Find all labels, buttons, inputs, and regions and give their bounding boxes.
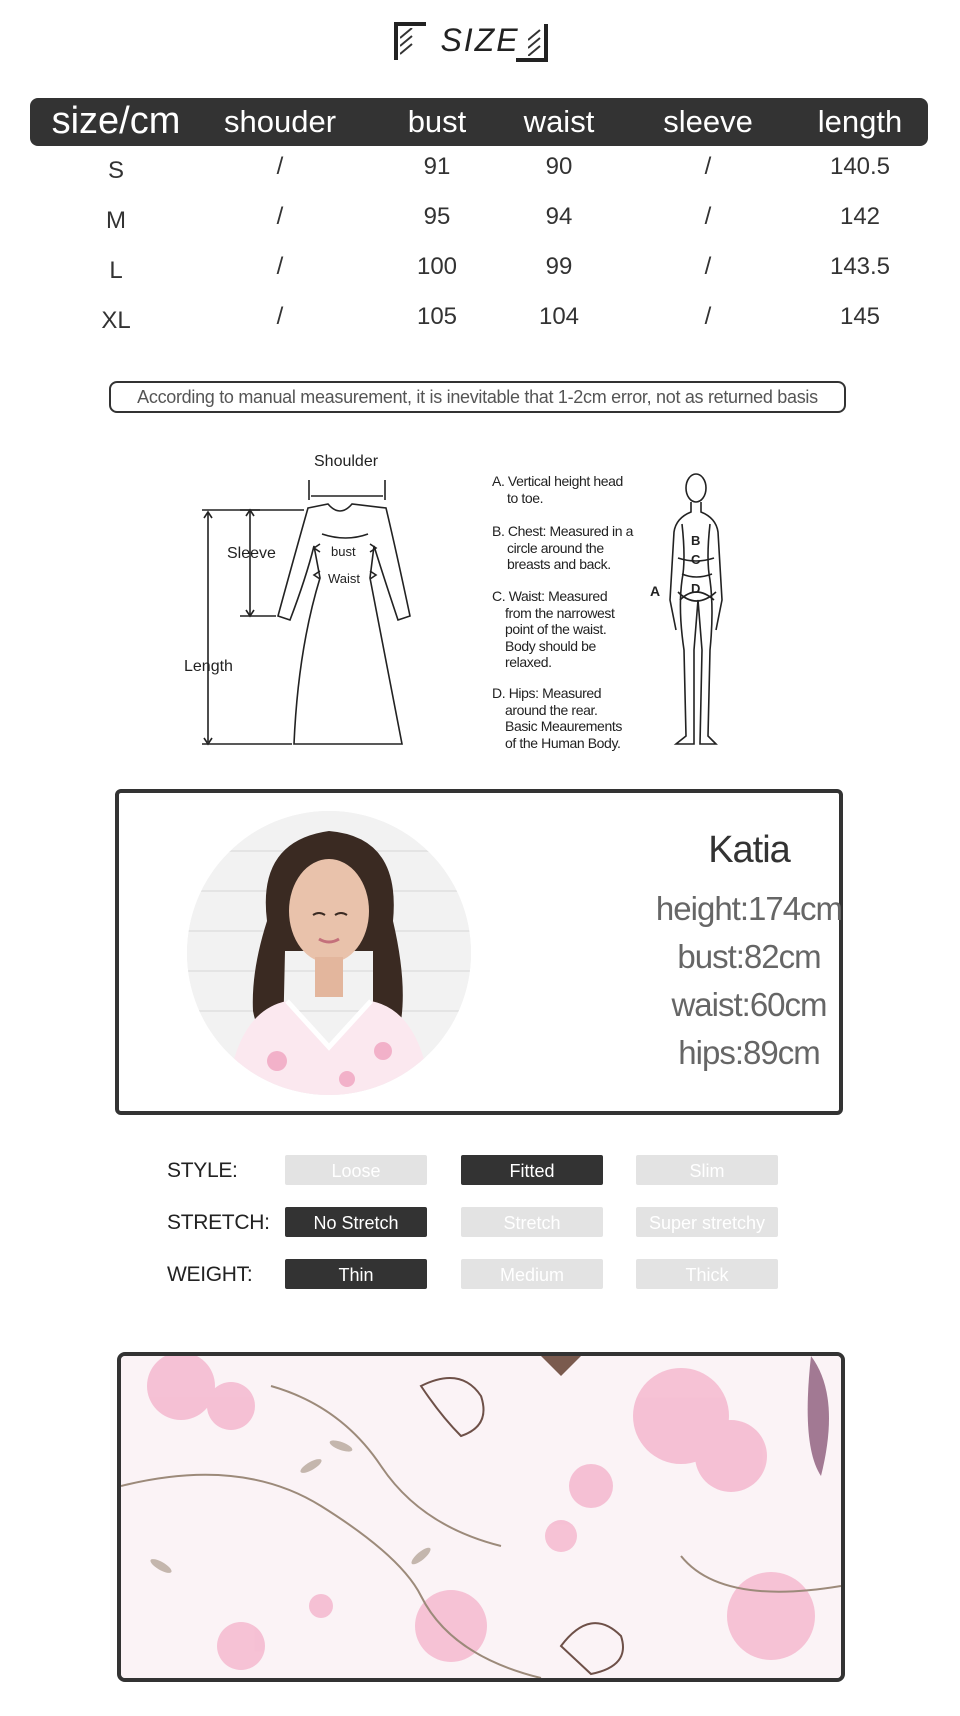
- stretch-option-no-stretch: No Stretch: [285, 1207, 427, 1237]
- table-cell: XL: [101, 307, 131, 334]
- table-cell: /: [704, 253, 712, 280]
- title-hatch-right: [528, 24, 542, 56]
- weight-option-thick: Thick: [636, 1259, 778, 1289]
- table-cell: L: [109, 257, 123, 284]
- instruction-line: point of the waist.: [505, 621, 607, 637]
- bust-label: bust: [331, 544, 356, 559]
- stretch-option-super-stretchy: Super stretchy: [636, 1207, 778, 1237]
- column-header: waist: [523, 104, 595, 139]
- table-cell: 142: [839, 203, 881, 230]
- instruction-line: of the Human Body.: [505, 734, 621, 751]
- table-cell: M: [106, 207, 126, 234]
- table-cell: /: [276, 303, 284, 330]
- measurement-diagram: [170, 453, 790, 760]
- style-option-loose: Loose: [285, 1155, 427, 1185]
- instruction-line: Body should be: [505, 637, 596, 654]
- table-cell: /: [276, 153, 284, 180]
- table-cell: 143.5: [829, 253, 891, 280]
- table-cell: /: [276, 253, 284, 280]
- instruction-line: B. Chest: Measured in a: [492, 523, 633, 539]
- column-header: bust: [407, 104, 467, 139]
- table-cell: /: [276, 203, 284, 230]
- instruction-line: D. Hips: Measured: [492, 685, 602, 701]
- table-cell: /: [704, 153, 712, 180]
- model-avatar: [187, 811, 471, 1095]
- style-option-fitted: Fitted: [461, 1155, 603, 1185]
- instruction-c: [492, 588, 615, 671]
- model-waist: waist:60cm: [671, 986, 827, 1023]
- column-header: length: [817, 104, 903, 139]
- body-letter-a: A: [650, 583, 661, 599]
- length-label: Length: [184, 658, 233, 675]
- model-hips: hips:89cm: [678, 1034, 820, 1071]
- model-bust: bust:82cm: [677, 938, 821, 975]
- column-header: shouder: [223, 104, 337, 139]
- weight-option-thin: Thin: [285, 1259, 427, 1289]
- sleeve-label: Sleeve: [227, 545, 276, 562]
- table-cell: /: [704, 203, 712, 230]
- body-letter-c: C: [691, 552, 701, 567]
- table-cell: 99: [545, 253, 573, 280]
- table-cell: 95: [423, 203, 451, 230]
- measurement-note: According to manual measurement, it is inevitable that 1-2cm error, not as returned basis: [109, 381, 846, 413]
- table-cell: 104: [538, 303, 580, 330]
- weight-label: WEIGHT:: [167, 1263, 253, 1286]
- instruction-line: around the rear.: [505, 701, 598, 718]
- model-portrait: [187, 811, 471, 1095]
- model-name: Katia: [708, 829, 790, 871]
- fabric-pattern: [121, 1356, 841, 1678]
- weight-option-medium: Medium: [461, 1259, 603, 1289]
- table-cell: 91: [423, 153, 451, 180]
- body-letter-d: D: [691, 581, 701, 596]
- style-option-slim: Slim: [636, 1155, 778, 1185]
- stretch-option-stretch: Stretch: [461, 1207, 603, 1237]
- table-row: [30, 203, 928, 247]
- table-cell: 105: [416, 303, 458, 330]
- instruction-b: [492, 523, 633, 573]
- style-label: STYLE:: [167, 1159, 238, 1182]
- size-title-block: [0, 18, 960, 66]
- waist-label: Waist: [328, 571, 361, 586]
- shoulder-label: Shoulder: [314, 453, 379, 470]
- stretch-label: STRETCH:: [167, 1211, 270, 1234]
- dress-outline-drawing: [170, 460, 790, 760]
- model-height: height:174cm: [655, 890, 843, 927]
- table-cell: 94: [545, 203, 573, 230]
- instruction-line: to toe.: [507, 489, 544, 506]
- table-cell: 100: [416, 253, 458, 280]
- body-letter-b: B: [691, 533, 701, 548]
- instruction-line: relaxed.: [505, 654, 552, 670]
- instruction-line: A. Vertical height head: [492, 473, 623, 489]
- page-title: SIZE: [440, 22, 520, 58]
- instruction-line: C. Waist: Measured: [492, 588, 608, 604]
- instruction-d: [492, 685, 622, 751]
- table-cell: 145: [839, 303, 881, 330]
- column-header: sleeve: [663, 104, 753, 139]
- instruction-line: breasts and back.: [507, 556, 611, 572]
- model-card: [115, 789, 843, 1115]
- table-cell: S: [107, 157, 125, 184]
- table-cell: 140.5: [829, 153, 891, 180]
- instruction-a: [492, 473, 623, 506]
- table-cell: /: [704, 303, 712, 330]
- table-row: [30, 303, 928, 347]
- size-table-header: [30, 98, 928, 146]
- table-cell: 90: [545, 153, 573, 180]
- column-header: size/cm: [51, 100, 181, 142]
- instruction-line: circle around the: [507, 539, 604, 556]
- fabric-detail-image: [117, 1352, 845, 1682]
- instruction-line: from the narrowest: [505, 604, 615, 621]
- instruction-line: Basic Meaurements: [505, 718, 622, 734]
- table-row: [30, 253, 928, 297]
- table-row: [30, 153, 928, 197]
